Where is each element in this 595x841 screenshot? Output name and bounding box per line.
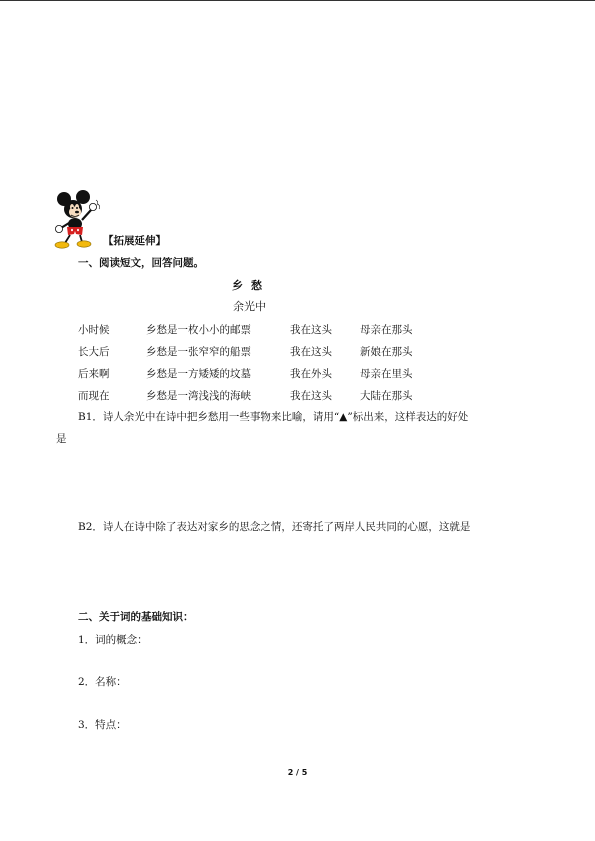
top-border-line: [0, 0, 595, 1]
poem-other: 母亲在那头: [360, 324, 413, 336]
poem-row: [78, 344, 538, 360]
poem-author: 余光中: [233, 300, 266, 313]
poem-row: [78, 366, 538, 382]
question-b2: B2．诗人在诗中除了表达对家乡的思念之情，还寄托了两岸人民共同的心愿，这就是: [78, 521, 471, 533]
poem-row: [78, 388, 538, 404]
section-extend-title: 【拓展延伸】: [103, 235, 166, 247]
question-b1-line2: 是: [56, 433, 67, 445]
poem-time: 后来啊: [78, 368, 110, 380]
poem-me: 我在这头: [290, 346, 332, 358]
poem-metaphor: 乡愁是一张窄窄的船票: [146, 346, 251, 358]
poem-other: 母亲在里头: [360, 368, 413, 380]
poem-time: 小时候: [78, 324, 110, 336]
poem-other: 新娘在那头: [360, 346, 413, 358]
poem-metaphor: 乡愁是一湾浅浅的海峡: [146, 390, 251, 402]
poem-title: 乡愁: [232, 279, 270, 292]
list-item: 2．名称：: [78, 676, 127, 688]
poem-me: 我在外头: [290, 368, 332, 380]
poem-me: 我在这头: [290, 324, 332, 336]
list-item: 3．特点：: [78, 719, 127, 731]
poem-me: 我在这头: [290, 390, 332, 402]
question-b1-line1: B1．诗人余光中在诗中把乡愁用一些事物来比喻，请用“▲”标出来，这样表达的好处: [78, 411, 469, 423]
part-two-heading: 二、关于词的基础知识：: [78, 611, 194, 623]
part-one-heading: 一、阅读短文，回答问题。: [78, 257, 204, 269]
poem-time: 长大后: [78, 346, 110, 358]
poem-metaphor: 乡愁是一方矮矮的坟墓: [146, 368, 251, 380]
poem-other: 大陆在那头: [360, 390, 413, 402]
poem-time: 而现在: [78, 390, 110, 402]
poem-row: [78, 322, 538, 338]
mickey-mouse-icon: [50, 190, 102, 250]
page-number: 2 / 5: [287, 768, 308, 777]
list-item: 1．词的概念：: [78, 634, 148, 646]
poem-metaphor: 乡愁是一枚小小的邮票: [146, 324, 251, 336]
